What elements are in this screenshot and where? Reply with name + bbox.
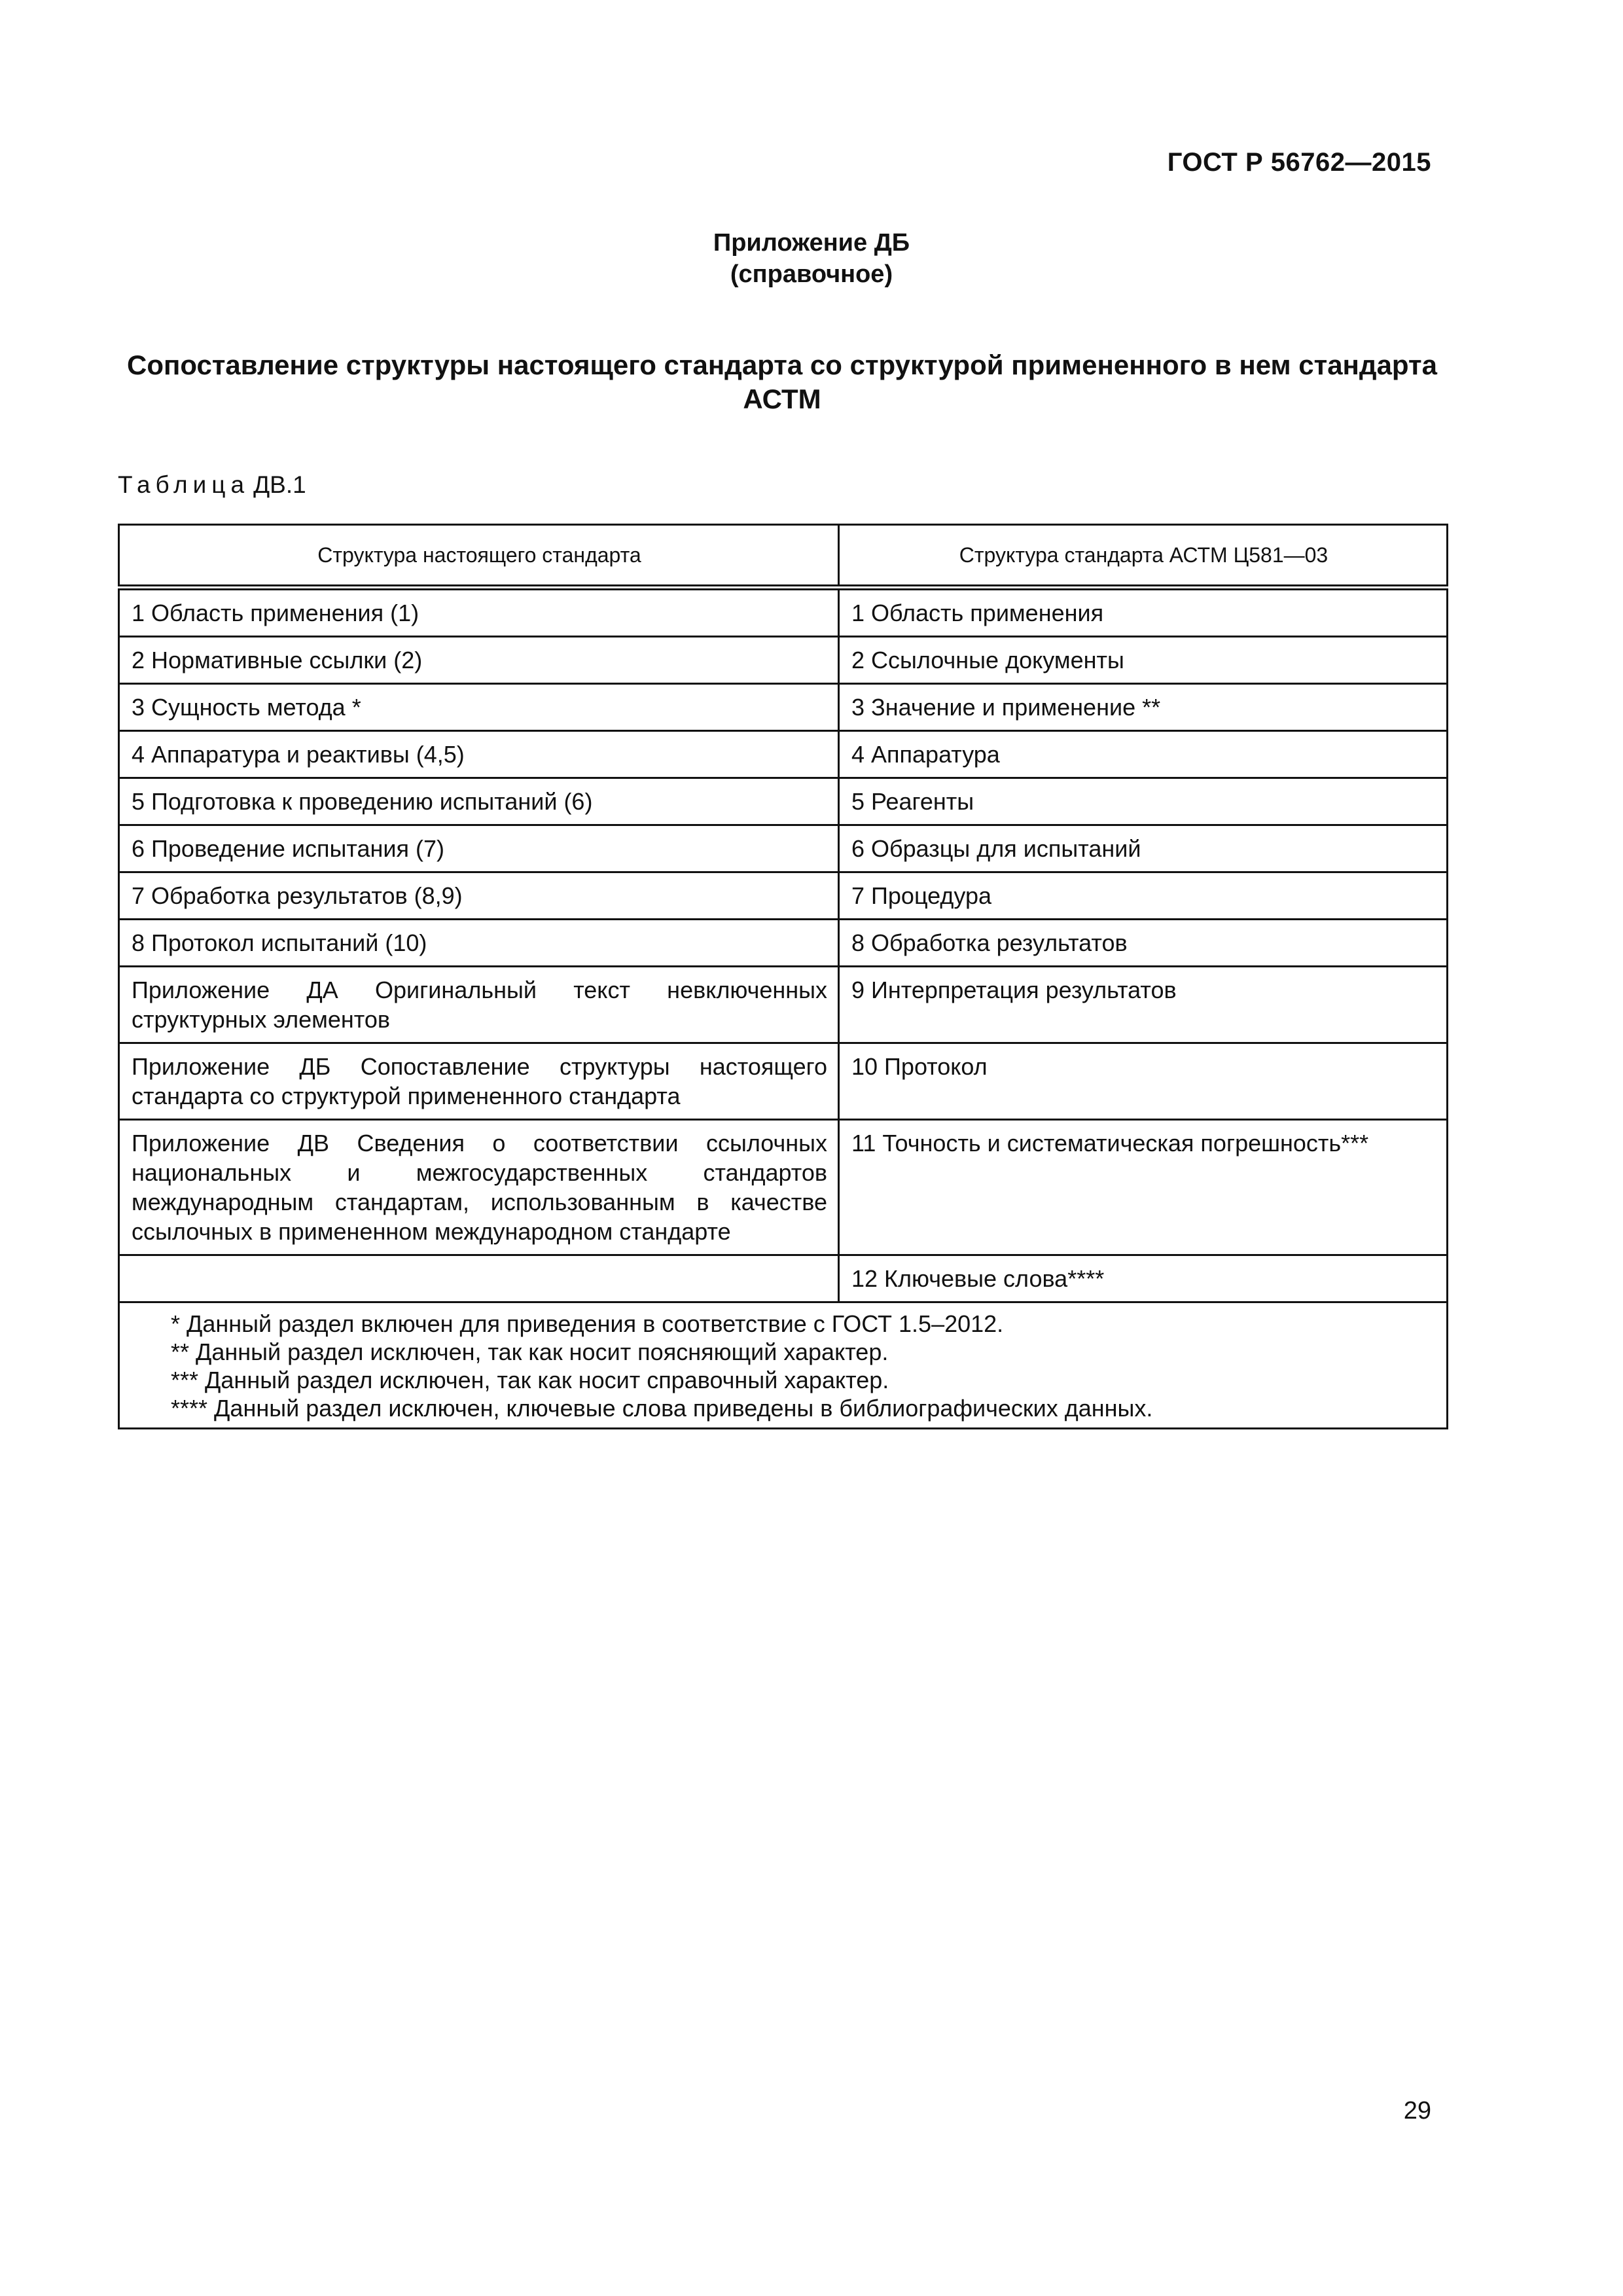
table-cell-current: 1 Область применения (1) bbox=[119, 588, 839, 637]
table-notes bbox=[119, 1302, 1448, 1429]
table-row bbox=[119, 1120, 1448, 1255]
table-cell-current: 5 Подготовка к проведению испытаний (6) bbox=[119, 778, 839, 825]
table-cell-astm: 8 Обработка результатов bbox=[839, 920, 1448, 967]
table-cell-astm: 6 Образцы для испытаний bbox=[839, 825, 1448, 872]
table-cell-current: Приложение ДВ Сведения о соответствии ссылочных национальных и межгосударственных стандартов международным стандартам, использованным в качестве ссылочных в примененном международном стандарте bbox=[119, 1120, 839, 1255]
table-notes-row bbox=[119, 1302, 1448, 1429]
table-row bbox=[119, 825, 1448, 872]
table-cell-astm: 4 Аппаратура bbox=[839, 731, 1448, 778]
table-cell-current: 8 Протокол испытаний (10) bbox=[119, 920, 839, 967]
table-row bbox=[119, 967, 1448, 1043]
appendix-subtitle: (справочное) bbox=[730, 260, 893, 288]
table-cell-astm: 2 Ссылочные документы bbox=[839, 637, 1448, 684]
table-cell-current: 4 Аппаратура и реактивы (4,5) bbox=[119, 731, 839, 778]
table-row bbox=[119, 1043, 1448, 1120]
table-cell-astm: 12 Ключевые слова**** bbox=[839, 1255, 1448, 1302]
table-note: * Данный раздел включен для приведения в соответствие с ГОСТ 1.5–2012. bbox=[171, 1310, 1004, 1337]
table-caption-number: ДВ.1 bbox=[253, 471, 306, 498]
table-cell-current: 6 Проведение испытания (7) bbox=[119, 825, 839, 872]
table-cell-current bbox=[119, 1255, 839, 1302]
table-row bbox=[119, 731, 1448, 778]
table-cell-astm: 7 Процедура bbox=[839, 872, 1448, 920]
appendix-title: Приложение ДБ bbox=[713, 229, 910, 257]
table-cell-astm: 10 Протокол bbox=[839, 1043, 1448, 1120]
document-title: Сопоставление структуры настоящего стандарта со структурой примененного в нем стандарта АСТМ bbox=[127, 350, 1437, 414]
page-number: 29 bbox=[1403, 2097, 1431, 2125]
table-cell-astm: 9 Интерпретация результатов bbox=[839, 967, 1448, 1043]
table-note: **** Данный раздел исключен, ключевые слова приведены в библиографических данных. bbox=[171, 1395, 1153, 1422]
column-header-current-standard: Структура настоящего стандарта bbox=[119, 525, 839, 588]
column-header-astm-standard: Структура стандарта АСТМ Ц581—03 bbox=[839, 525, 1448, 588]
table-row bbox=[119, 920, 1448, 967]
table-note: *** Данный раздел исключен, так как носит справочный характер. bbox=[171, 1367, 889, 1393]
table-note: ** Данный раздел исключен, так как носит поясняющий характер. bbox=[171, 1338, 889, 1365]
table-caption bbox=[118, 471, 306, 499]
appendix-heading bbox=[0, 227, 1623, 290]
table-cell-current: Приложение ДА Оригинальный текст невключенных структурных элементов bbox=[119, 967, 839, 1043]
document-number: ГОСТ Р 56762—2015 bbox=[1167, 148, 1431, 177]
table-cell-current: Приложение ДБ Сопоставление структуры настоящего стандарта со структурой примененного стандарта bbox=[119, 1043, 839, 1120]
table-header-row bbox=[119, 525, 1448, 588]
structure-comparison-table bbox=[118, 524, 1448, 1429]
table-cell-astm: 3 Значение и применение ** bbox=[839, 684, 1448, 731]
table-cell-current: 3 Сущность метода * bbox=[119, 684, 839, 731]
table-row bbox=[119, 872, 1448, 920]
table-cell-astm: 1 Область применения bbox=[839, 588, 1448, 637]
table-cell-current: 2 Нормативные ссылки (2) bbox=[119, 637, 839, 684]
table-row bbox=[119, 637, 1448, 684]
table-row bbox=[119, 778, 1448, 825]
table-cell-current: 7 Обработка результатов (8,9) bbox=[119, 872, 839, 920]
table-cell-astm: 11 Точность и систематическая погрешность*** bbox=[839, 1120, 1448, 1255]
table-cell-astm: 5 Реагенты bbox=[839, 778, 1448, 825]
table-row bbox=[119, 588, 1448, 637]
table-caption-label: Таблица bbox=[118, 471, 250, 498]
table-row bbox=[119, 1255, 1448, 1302]
table-row bbox=[119, 684, 1448, 731]
